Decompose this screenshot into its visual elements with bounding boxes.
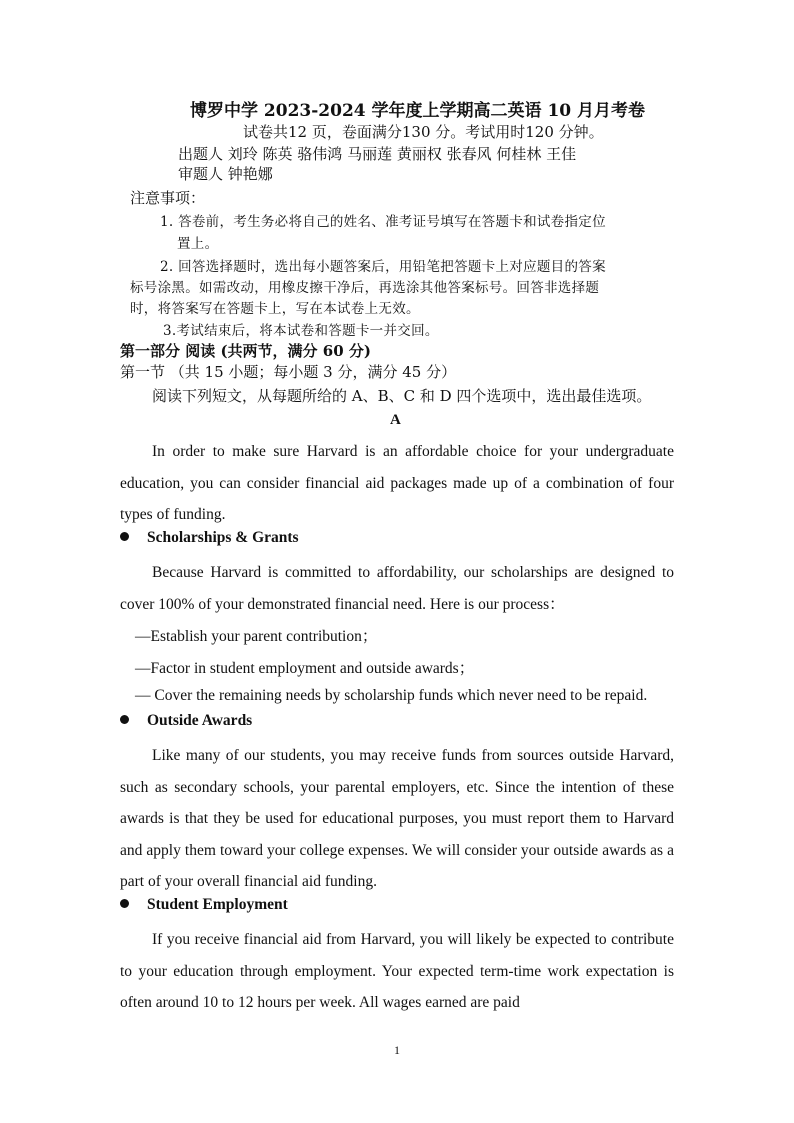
scholarship-paragraph: Because Harvard is committed to affordability, our scholarships are designed to cover 100% of your demonstrated financial need. Here is our process：	[120, 564, 674, 613]
exam-info: 试卷共12 页，卷面满分130 分。考试用时120 分钟。	[243, 123, 604, 141]
process-step-3: — Cover the remaining needs by scholarship funds which never need to be repaid.	[135, 687, 648, 704]
bullet-scholarships	[120, 529, 299, 547]
exam-title: 博罗中学 2023-2024 学年度上学期高二英语 10 月月考卷	[190, 101, 646, 121]
process-step-1: —Establish your parent contribution；	[135, 628, 378, 645]
section-heading: 第一节 （共 15 小题；每小题 3 分，满分 45 分）	[120, 363, 457, 381]
part-heading: 第一部分 阅读 (共两节，满分 60 分)	[120, 342, 371, 360]
reviewer-line: 审题人 钟艳娜	[178, 165, 273, 183]
passage-intro: In order to make sure Harvard is an affordable choice for your undergraduate education, you can consider financial aid packages made up of a combination of four types of funding.	[120, 443, 674, 523]
notice-item-1: 1. 答卷前，考生务必将自己的姓名、准考证号填写在答题卡和试卷指定位	[160, 214, 606, 230]
outside-awards-paragraph: Like many of our students, you may receive funds from sources outside Harvard, such as secondary schools, your parental employers, etc. Since the intention of these awards is that they be used for educational purposes, you must report them to Harvard and apply them toward your college expenses. We will consider your outside awards as a part of your overall financial aid funding.	[120, 747, 674, 890]
bullet-icon	[120, 715, 129, 724]
bullet-student-employment	[120, 896, 288, 914]
notice-item-2-cont2: 时，将答案写在答题卡上，写在本试卷上无效。	[130, 301, 420, 317]
notice-item-2: 2. 回答选择题时，选出每小题答案后，用铅笔把答题卡上对应题目的答案	[160, 259, 606, 275]
bullet-icon	[120, 899, 129, 908]
notice-item-2-cont: 标号涂黑。如需改动，用橡皮擦干净后，再选涂其他答案标号。回答非选择题	[130, 280, 600, 296]
bullet-outside-awards	[120, 712, 252, 730]
notice-item-3: 3.考试结束后，将本试卷和答题卡一并交回。	[163, 323, 439, 339]
employment-paragraph: If you receive financial aid from Harvard, you will likely be expected to contribute to your education through employment. Your expected term-time work expectation is often around 10 to 12 hours per week. All wages earned are paid	[120, 931, 674, 1011]
process-step-2: —Factor in student employment and outside awards；	[135, 660, 475, 677]
page-number: 1	[394, 1043, 400, 1057]
setters-line: 出题人 刘玲 陈英 骆伟鸿 马丽莲 黄丽权 张春风 何桂林 王佳	[178, 145, 577, 163]
bullet-icon	[120, 532, 129, 541]
bullet-label: Student Employment	[147, 896, 288, 913]
notice-item-1-cont: 置上。	[177, 236, 219, 252]
bullet-label: Scholarships & Grants	[147, 529, 299, 546]
bullet-label: Outside Awards	[147, 712, 253, 729]
reading-direction: 阅读下列短文，从每题所给的 A、B、C 和 D 四个选项中，选出最佳选项。	[152, 387, 652, 405]
passage-letter: A	[390, 412, 401, 428]
notice-heading: 注意事项：	[130, 189, 206, 207]
